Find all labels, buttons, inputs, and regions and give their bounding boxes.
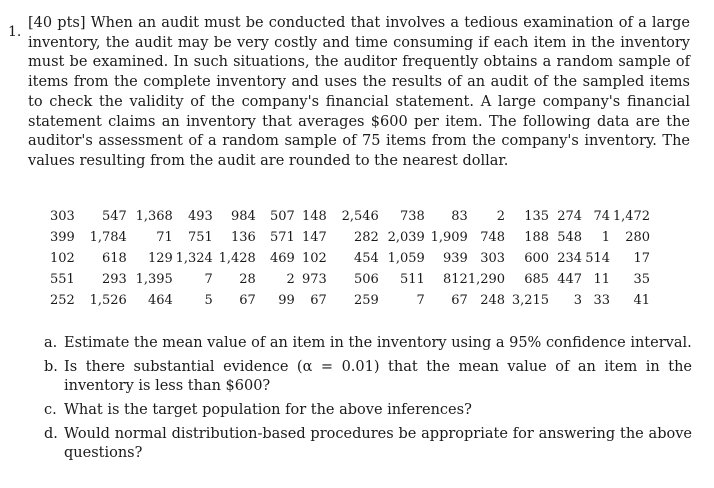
- data-cell: 1,368: [135, 209, 173, 224]
- data-cell: 2: [286, 272, 295, 287]
- question-parts: [44, 334, 692, 468]
- data-cell: 1: [601, 230, 611, 245]
- data-cell: 259: [354, 293, 379, 308]
- problem-1: [8, 14, 690, 172]
- problem-number: 1.: [8, 24, 22, 40]
- data-cell: 303: [480, 251, 506, 266]
- data-cell: 274: [557, 209, 583, 224]
- part-letter: c.: [44, 402, 57, 418]
- part-letter: a.: [44, 335, 58, 351]
- data-row: [50, 206, 650, 227]
- data-cell: 303: [50, 209, 75, 224]
- data-cell: 99: [278, 293, 295, 308]
- data-cell: 147: [302, 230, 327, 245]
- data-row: [50, 290, 650, 311]
- data-cell: 293: [102, 272, 127, 287]
- data-cell: 102: [302, 251, 327, 266]
- data-cell: 135: [524, 209, 550, 224]
- data-cell: 74: [593, 209, 611, 224]
- data-cell: 33: [593, 293, 611, 308]
- data-cell: 751: [188, 230, 213, 245]
- data-cell: 252: [50, 293, 75, 308]
- data-cell: 507: [270, 209, 295, 224]
- data-cell: 280: [625, 230, 651, 245]
- data-cell: 812: [443, 272, 468, 287]
- data-cell: 464: [148, 293, 173, 308]
- data-cell: 136: [231, 230, 256, 245]
- data-cell: 83: [451, 209, 468, 224]
- data-cell: 67: [239, 293, 256, 308]
- part-c: [44, 401, 692, 420]
- part-letter: d.: [44, 426, 58, 442]
- data-cell: 685: [524, 272, 550, 287]
- data-cell: 28: [239, 272, 256, 287]
- data-row: [50, 269, 650, 290]
- data-cell: 571: [270, 230, 295, 245]
- data-cell: 3: [573, 293, 583, 308]
- data-cell: 2: [496, 209, 506, 224]
- data-cell: 5: [204, 293, 213, 308]
- part-text: Estimate the mean value of an item in the inventory using a 95% confidence interval.: [64, 335, 692, 351]
- data-cell: 493: [188, 209, 213, 224]
- data-cell: 551: [50, 272, 75, 287]
- data-cell: 3,215: [511, 293, 550, 308]
- data-cell: 1,526: [89, 293, 127, 308]
- data-cell: 447: [557, 272, 583, 287]
- data-cell: 1,909: [430, 230, 468, 245]
- data-cell: 399: [50, 230, 75, 245]
- data-cell: 600: [524, 251, 550, 266]
- data-cell: 2,546: [341, 209, 379, 224]
- problem-statement: [40 pts] When an audit must be conducted that involves a tedious examination of a large inventory, the audit may be very costly and time consuming if each item in the inventory must be examined. In such situations, the auditor frequently obtains a random sample of items from the complete inventory and uses the results of an audit of the sampled items to check the validity of the company's financial statement. A large company's financial statement claims an inventory that averages $600 per item. The following data are the auditor's assessment of a random sample of 75 items from the company's inventory. The values resulting from the audit are rounded to the nearest dollar.: [28, 15, 690, 169]
- part-b: [44, 358, 692, 396]
- data-cell: 984: [231, 209, 256, 224]
- data-cell: 2,039: [387, 230, 425, 245]
- data-cell: 282: [354, 230, 379, 245]
- part-d: [44, 425, 692, 463]
- data-cell: 102: [50, 251, 75, 266]
- data-cell: 188: [524, 230, 550, 245]
- data-cell: 11: [593, 272, 611, 287]
- data-cell: 148: [302, 209, 327, 224]
- data-cell: 547: [102, 209, 127, 224]
- data-cell: 511: [400, 272, 425, 287]
- data-cell: 1,324: [175, 251, 213, 266]
- part-text: Is there substantial evidence (α = 0.01) that the mean value of an item in the inventory is less than $600?: [64, 359, 692, 394]
- data-cell: 129: [148, 251, 173, 266]
- data-cell: 514: [585, 251, 611, 266]
- data-cell: 973: [302, 272, 327, 287]
- data-cell: 1,059: [387, 251, 425, 266]
- data-cell: 67: [310, 293, 327, 308]
- data-cell: 454: [354, 251, 379, 266]
- data-cell: 248: [480, 293, 506, 308]
- data-cell: 67: [451, 293, 468, 308]
- data-cell: 618: [102, 251, 127, 266]
- data-cell: 7: [204, 272, 213, 287]
- part-a: [44, 334, 692, 353]
- data-cell: 748: [480, 230, 506, 245]
- data-row: [50, 227, 650, 248]
- part-text: What is the target population for the above inferences?: [64, 402, 472, 418]
- data-row: [50, 248, 650, 269]
- data-cell: 1,784: [89, 230, 127, 245]
- data-cell: 738: [400, 209, 425, 224]
- data-cell: 1,428: [218, 251, 256, 266]
- data-cell: 41: [633, 293, 651, 308]
- part-text: Would normal distribution-based procedures be appropriate for answering the above questions?: [64, 426, 692, 461]
- data-cell: 939: [443, 251, 468, 266]
- data-cell: 469: [270, 251, 295, 266]
- data-cell: 234: [557, 251, 583, 266]
- data-cell: 35: [633, 272, 651, 287]
- audit-data-table: [50, 206, 650, 311]
- data-cell: 548: [557, 230, 583, 245]
- data-cell: 7: [416, 293, 425, 308]
- data-cell: 1,290: [467, 272, 506, 287]
- data-cell: 1,472: [612, 209, 651, 224]
- data-cell: 17: [633, 251, 651, 266]
- data-cell: 506: [354, 272, 379, 287]
- data-cell: 1,395: [135, 272, 173, 287]
- part-letter: b.: [44, 359, 58, 375]
- data-cell: 71: [156, 230, 173, 245]
